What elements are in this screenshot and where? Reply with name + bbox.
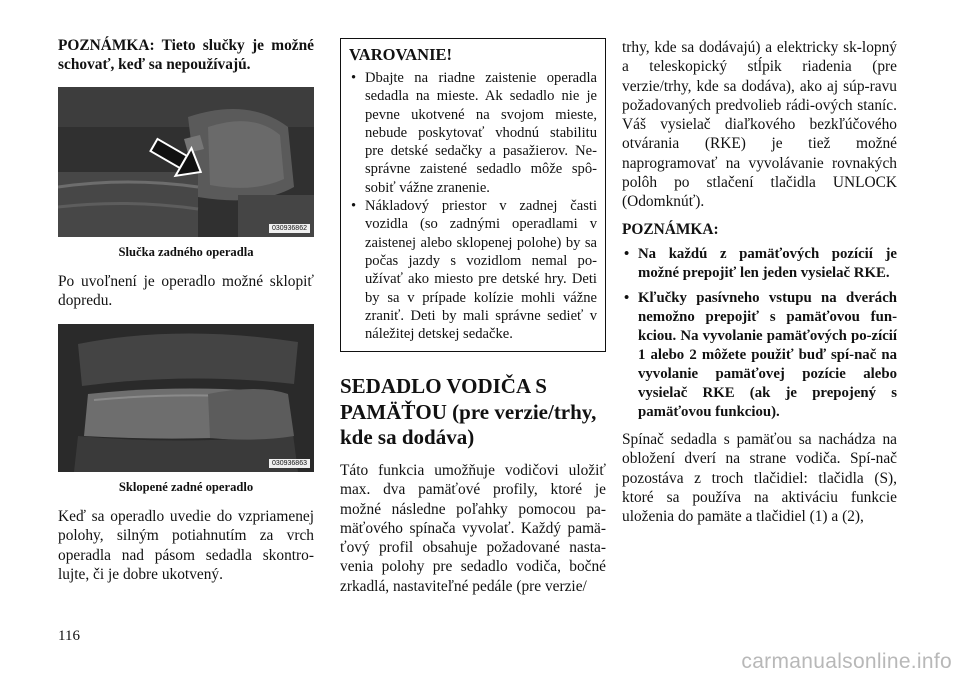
note-item: • Kľučky pasívneho vstupu na dverách nemožno prepojiť s pamäťovou fun-kciou. Na vyvolanie pamäťových po-zícií 1 alebo 2 môžete použiť buď spí-nač na vyvolanie pamäťovej pozície alebo vysielač RKE (ak je prepojený s pamäťovou funkciou). [622, 289, 897, 422]
note-list [622, 245, 897, 422]
column-middle [340, 0, 606, 596]
warning-item: • Dbajte na riadne zaistenie operadla sedadla na mieste. Ak sedadlo nie je pevne ukotvené na svojom mieste, nebude poskytovať vhodnú stabilitu pre detské sedačky a pasažierov. Ne-správne zaistené sedadlo môže spô-sobiť vážne zranenie. [349, 69, 597, 197]
page-number: 116 [58, 628, 80, 644]
paragraph-upright: Keď sa operadlo uvedie do vzpriamenej polohy, silným potiahnutím za vrch operadla nad pásom sedadla skontro-lujte, či je dobre ukotvený. [58, 508, 314, 584]
paragraph-memory-continued: trhy, kde sa dodávajú) a elektricky sk-lopný a teleskopický stĺpik riadenia (pre verzie/trhy, kde sa dodáva), ako aj súp-ravu požadovaných predvolieb rádi-ových staníc. Váš vysielač diaľkového bezkľúčového otvárania (RKE) je tiež možné naprogramovať na vyvolávanie rovnakých polôh po stlačení tlačidla UNLOCK (Odomknúť). [622, 39, 897, 211]
column-left [58, 0, 314, 584]
section-heading: SEDADLO VODIČA S PAMÄŤOU (pre verzie/trhy, kde sa dodáva) [340, 374, 597, 450]
paragraph-memory-intro: Táto funkcia umožňuje vodičovi uložiť max. dva pamäťové profily, ktoré je možné následne poľahky pomocou pa-mäťového spínača vyvolať. Každý pamä-ťový profil obsahuje požadované nasta-venia polohy pre sedadlo vodiča, bočné zrkadlá, nastaviteľné pedále (pre verzie/ [340, 461, 606, 595]
watermark: carmanualsonline.info [741, 650, 952, 673]
photo-seatback-loop [58, 87, 314, 237]
note-item: • Na každú z pamäťových pozícií je možné prepojiť len jeden vysielač RKE. [622, 245, 897, 283]
note-title: POZNÁMKA: [622, 220, 719, 238]
warning-box [340, 38, 606, 352]
note-loops: POZNÁMKA: Tieto slučky je možné schovať, keď sa nepoužívajú. [58, 37, 314, 74]
photo-id-label: 030936863 [269, 459, 310, 468]
paragraph-memory-switch: Spínač sedadla s pamäťou sa nachádza na obložení dverí na strane vodiča. Spí-nač pozostáva z troch tlačidiel: tlačidla (S), ktoré sa používa na aktiváciu funkcie uloženia do pamäte a tlačidiel (1) a (2), [622, 430, 897, 526]
seatback-loop-illustration [58, 87, 314, 237]
warning-title: VAROVANIE! [349, 45, 452, 64]
caption-folded-seatback: Sklopené zadné operadlo [118, 480, 254, 495]
column-right [622, 0, 897, 526]
warning-list [349, 69, 597, 343]
warning-item: • Nákladový priestor v zadnej časti vozidla (so zadnými operadlami v zaistenej alebo sklopenej polohe) by sa počas jazdy s vozidlom nemal po-užívať ako miesto pre detské hry. Deti by sa v prípade kolízie mohli vážne zraniť. Deti by mali správne sedieť v náležitej detskej sedačke. [349, 197, 597, 343]
caption-seatback-loop: Slučka zadného operadla [118, 244, 254, 259]
photo-id-label: 030936862 [269, 224, 310, 233]
paragraph-fold: Po uvoľnení je operadlo možné sklopiť dopredu. [58, 272, 314, 309]
folded-seatback-illustration [58, 324, 314, 472]
photo-folded-seatback [58, 324, 314, 472]
